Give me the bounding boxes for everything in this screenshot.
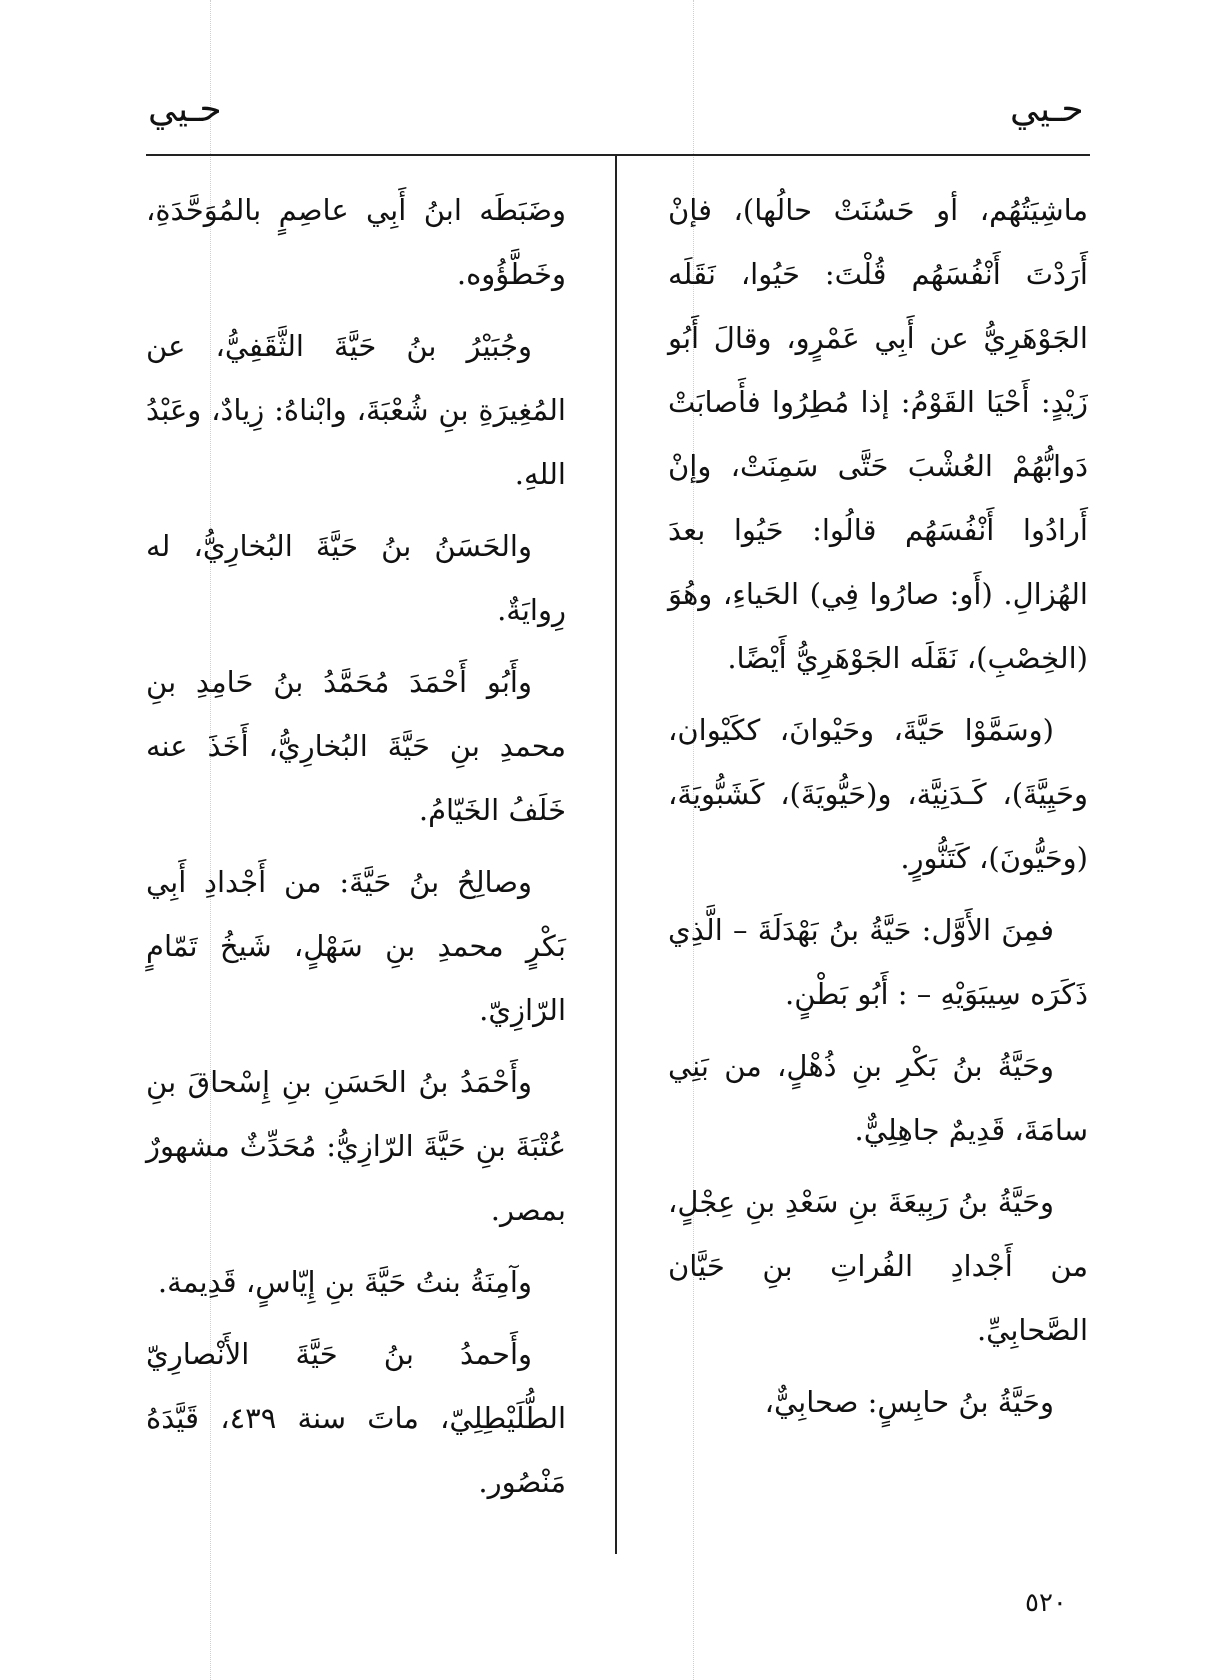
left-column	[146, 178, 566, 1522]
entry-paragraph: وحَيَّةُ بنُ حابِسٍ: صحابِيٌّ،	[764, 1385, 1054, 1419]
entry-paragraph: فمِنَ الأَوَّل: حَيَّةُ بنُ بَهْدَلَةَ – الَّذِي ذَكَرَه سِيبَوَيْهِ – : أَبُو بَطْنٍ.	[668, 913, 1088, 1011]
entry-paragraph: وصالِحُ بنُ حَيَّةَ: من أَجْدادِ أَبِي بَكْرٍ محمدِ بنِ سَهْلٍ، شَيخُ تَمّامٍ الرّازِيّ.	[146, 865, 566, 1027]
entry-paragraph: (وسَمَّوْا حَيَّةَ، وحَيْوانَ، ككَيْوان، وحَيِيَّةَ)، كَـدَنِيَّة، و(حَيُّويَةَ)، كَشَبُّويَةَ، (وحَيُّونَ)، كَتَنُّورٍ.	[668, 713, 1088, 875]
entry-paragraph: والحَسَنُ بنُ حَيَّةَ البُخارِيُّ، له رِوايَةٌ.	[146, 529, 566, 627]
right-column	[668, 178, 1088, 1442]
entry-paragraph: وأَحمدُ بنُ حَيَّةَ الأَنْصارِيّ الطُّلَيْطِلِيّ، ماتَ سنة ٤٣٩، قَيَّدَهُ مَنْصُور.	[146, 1337, 566, 1499]
entry-paragraph: وأَبُو أَحْمَدَ مُحَمَّدُ بنُ حَامِدِ بنِ محمدِ بنِ حَيَّةَ البُخارِيُّ، أَخَذَ عنه خَلَفُ الخَيّامُ.	[146, 665, 566, 827]
page-number: ٥٢٠	[1025, 1588, 1067, 1618]
running-header-left: حـيي	[148, 89, 222, 130]
entry-paragraph: وآمِنَةُ بنتُ حَيَّةَ بنِ إِيّاسٍ، قَدِيمة.	[157, 1265, 532, 1299]
column-divider	[615, 154, 617, 1554]
entry-paragraph: ماشِيَتُهُم، أو حَسُنَتْ حالُها)، فإنْ أَرَدْتَ أَنْفُسَهُم قُلْتَ: حَيُوا، نَقَلَه الجَوْهَرِيُّ عن أَبِي عَمْرٍو، وقالَ أَبُو زَيْدٍ: أَحْيَا القَوْمُ: إذا مُطِرُوا فأَصابَتْ دَوابُّهُمْ العُشْبَ حَتَّى سَمِنَتْ، وإنْ أَرادُوا أَنْفُسَهُم قالُوا: حَيُوا بعدَ الهُزالِ. (أَو: صارُوا فِي) الحَياءِ، وهُوَ (الخِصْبِ)، نَقَلَه الجَوْهَرِيُّ أَيْضًا.	[668, 193, 1088, 675]
entry-paragraph: وحَيَّةُ بنُ بَكْرِ بنِ ذُهْلٍ، من بَنِي سامَةَ، قَدِيمٌ جاهِلِيٌّ.	[668, 1049, 1088, 1147]
entry-paragraph: وجُبَيْرُ بنُ حَيَّةَ الثَّقَفِيُّ، عن المُغِيرَةِ بنِ شُعْبَةَ، وابْناهُ: زِيادٌ، وعَبْدُ اللهِ.	[146, 329, 566, 491]
entry-paragraph: وأَحْمَدُ بنُ الحَسَنِ بنِ إِسْحاقَ بنِ عُتْبَةَ بنِ حَيَّةَ الرّازِيُّ: مُحَدِّثٌ مشهورٌ بمصر.	[146, 1065, 566, 1227]
running-header-right: حـيي	[1010, 89, 1084, 130]
header-rule	[146, 154, 1090, 156]
entry-paragraph: وحَيَّةُ بنُ رَبِيعَةَ بنِ سَعْدِ بنِ عِجْلٍ، من أَجْدادِ الفُراتِ بنِ حَيَّان الصَّحابِيِّ.	[668, 1185, 1088, 1347]
entry-paragraph: وضَبَطَه ابنُ أَبِي عاصِمٍ بالمُوَحَّدَةِ، وخَطَّؤُوه.	[146, 193, 566, 291]
